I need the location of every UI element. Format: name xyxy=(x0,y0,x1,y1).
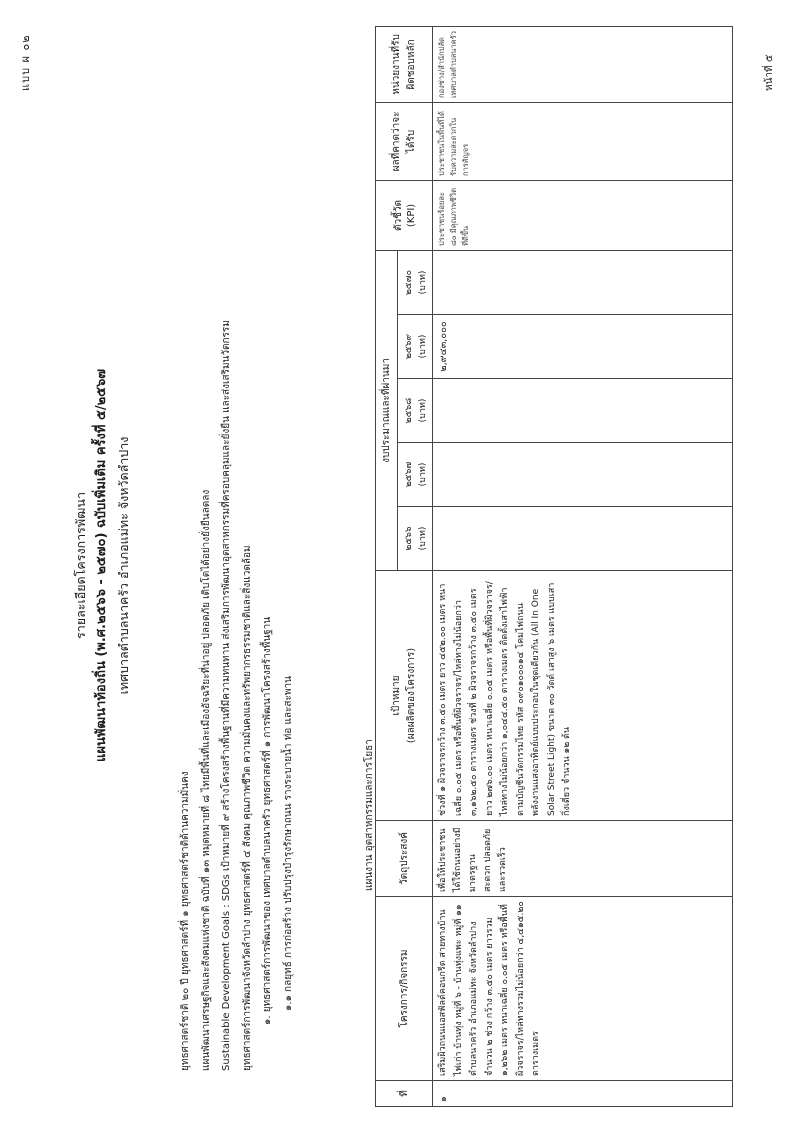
header-no: ที่ xyxy=(376,1081,433,1107)
form-code: แบบ ผ ๐๒ xyxy=(19,34,32,91)
header-year xyxy=(398,315,433,379)
year-label: ๒๕๗๐ xyxy=(404,269,414,295)
year-unit: (บาท) xyxy=(418,270,428,295)
year-unit: (บาท) xyxy=(418,334,428,359)
header-target-sub: (ผลผลิตของโครงการ) xyxy=(406,647,417,744)
header-year xyxy=(398,443,433,507)
header-kpi xyxy=(376,180,433,250)
header-agency: หน่วยงานที่รับผิดชอบหลัก xyxy=(376,26,433,102)
header-target xyxy=(376,571,433,821)
row-budget xyxy=(433,443,733,507)
header-target-title: เป้าหมาย xyxy=(391,675,402,716)
year-label: ๒๕๖๙ xyxy=(404,333,414,360)
table-row xyxy=(433,26,733,1106)
header-year xyxy=(398,507,433,571)
header-budget: งบประมาณและที่ผ่านมา xyxy=(376,250,398,570)
header-expected: ผลที่คาดว่าจะได้รับ xyxy=(376,102,433,180)
header-objective: วัตถุประสงค์ xyxy=(376,821,433,897)
header-kpi-sub: (KPI) xyxy=(406,203,417,228)
table-header-row xyxy=(376,26,398,1106)
row-budget xyxy=(433,250,733,314)
row-agency: กองช่าง/สำนักปลัดเทศบาลตำบลนาครัว xyxy=(433,26,733,102)
year-label: ๒๕๖๘ xyxy=(404,397,414,424)
row-kpi: ประชาชนร้อยละ ๘๐ มีคุณภาพชีวิตที่ดีขึ้น xyxy=(433,180,733,250)
year-unit: (บาท) xyxy=(418,398,428,423)
row-objective: เพื่อให้ประชาชนได้ใช้ถนนอย่างมีมาตรฐาน สะดวก ปลอดภัยและรวดเร็ว xyxy=(433,821,733,897)
row-project: เสริมผิวถนนแอสฟัลต์คอนกรีต สายทางบ้านไฟเก่า บ้านทุ่ง หมู่ที่ ๖ - บ้านทุ่งแพะ หมู่ที่ ๑๑ ตำบลนาครัว อำเภอแม่ทะ จังหวัดลำปาง จำนวน ๒ ช่วง กว้าง ๓.๕๐ เมตร ยาวรวม ๑,๒๖๒ เมตร หนาเฉลี่ย ๐.๐๕ เมตร หรือพื้นที่ผิวจราจร/ไหล่ทางรวมไม่น้อยกว่า ๔,๔๑๕.๒๐ ตารางเมตร xyxy=(433,897,733,1081)
row-budget xyxy=(433,379,733,443)
page-number: หน้าที่ ๕ xyxy=(764,54,775,91)
year-unit: (บาท) xyxy=(418,462,428,487)
header-project: โครงการ/กิจกรรม xyxy=(376,897,433,1081)
row-expected: ประชาชนในพื้นที่ได้รับความสะดวกในการสัญจร xyxy=(433,102,733,180)
year-unit: (บาท) xyxy=(418,526,428,551)
title-line-1: รายละเอียดโครงการพัฒนา xyxy=(73,492,88,639)
plan-label: แผนงาน อุตสาหกรรมและการโยธา xyxy=(364,739,375,891)
tactic: ๑.๑ กลยุทธ์ การก่อสร้าง ปรับปรุงบำรุงรักษาถนน รางระบายน้ำ ท่อ และสะพาน xyxy=(282,676,294,1011)
nesdp-strategy: แผนพัฒนาเศรษฐกิจและสังคมแห่งชาติ ฉบับที่ ๑๓ หมุดหมายที่ ๘ ไทยมีพื้นที่และเมืองอัจฉริยะที่น่าอยู่ ปลอดภัย เติบโตได้อย่างยั่งยืนลดลง xyxy=(200,489,212,1071)
province-strategy: ยุทธศาสตร์การพัฒนาจังหวัดลำปาง ยุทธศาสตร์ที่ ๔ สังคม คุณภาพชีวิต ความมั่นคงและทรัพยากรธรรมชาติและสิ่งแวดล้อม xyxy=(241,545,253,1071)
national-strategy: ยุทธศาสตร์ชาติ ๒๐ ปี ยุทธศาสตร์ที่ ๑ ยุทธศาสตร์ชาติด้านความมั่นคง xyxy=(180,771,191,1071)
header-kpi-title: ตัวชี้วัด xyxy=(393,199,404,231)
local-strategy: ๑. ยุทธศาสตร์การพัฒนาของ เทศบาลตำบลนาครัว ยุทธศาสตร์ที่ ๑ การพัฒนาโครงสร้างพื้นฐาน xyxy=(262,616,273,1025)
header-year xyxy=(398,379,433,443)
year-label: ๒๕๖๗ xyxy=(404,461,414,488)
row-no: ๑ xyxy=(433,1081,733,1107)
project-table xyxy=(375,26,733,1107)
title-line-2: แผนพัฒนาท้องถิ่น (พ.ศ.๒๕๖๖ - ๒๕๗๐) ฉบับเพิ่มเติม ครั้งที่ ๕/๒๕๖๗ xyxy=(94,368,109,763)
year-label: ๒๕๖๖ xyxy=(404,526,414,551)
strategy-list xyxy=(176,320,299,1071)
row-budget: ๒,๙๔๓,๐๐๐ xyxy=(433,315,733,379)
row-target: ช่วงที่ ๑ ผิวจราจรกว้าง ๓.๕๐ เมตร ยาว ๔๕๒.๐๐ เมตร หนาเฉลี่ย ๐.๐๕ เมตร หรือพื้นที่ผิวจราจร/ไหล่ทางไม่น้อยกว่า ๓,๑๖๒.๕๐ ตารางเมตร ช่วงที่ ๒ ผิวจราจรกว้าง ๓.๕๐ เมตร ยาว ๒๗๖.๐๐ เมตร หนาเฉลี่ย ๐.๐๕ เมตร หรือพื้นที่ผิวจราจร/ไหล่ทางไม่น้อยกว่า ๑,๐๔๔.๕๐ ตารางเมตร ติดตั้งเสาไฟฟ้าตามบัญชีนวัตกรรมไทย รหัส ๐๙๐๑๐๐๐๑๔ โคมไฟถนนพลังงานแสงอาทิตย์แบบประกอบในชุดเดียวกัน (All In One Solar Street Light) ขนาด ๓๐ วัตต์ เสาสูง ๖ เมตร แบบเสากิ่งเดี่ยว จำนวน ๑๒ ต้น xyxy=(433,571,733,821)
row-budget xyxy=(433,507,733,571)
sdgs-strategy: Sustainable Development Goals : SDGs เป้าหมายที่ ๙ สร้างโครงสร้างพื้นฐานที่มีความทนทาน ส่งเสริมการพัฒนาอุตสาหกรรมที่ครอบคลุมและยั่งยืน และส่งเสริมนวัตกรรม xyxy=(221,320,232,1071)
header-year xyxy=(398,250,433,314)
title-block xyxy=(70,0,134,1131)
title-line-3: เทศบาลตำบลนาครัว อำเภอแม่ทะ จังหวัดลำปาง xyxy=(116,436,131,695)
